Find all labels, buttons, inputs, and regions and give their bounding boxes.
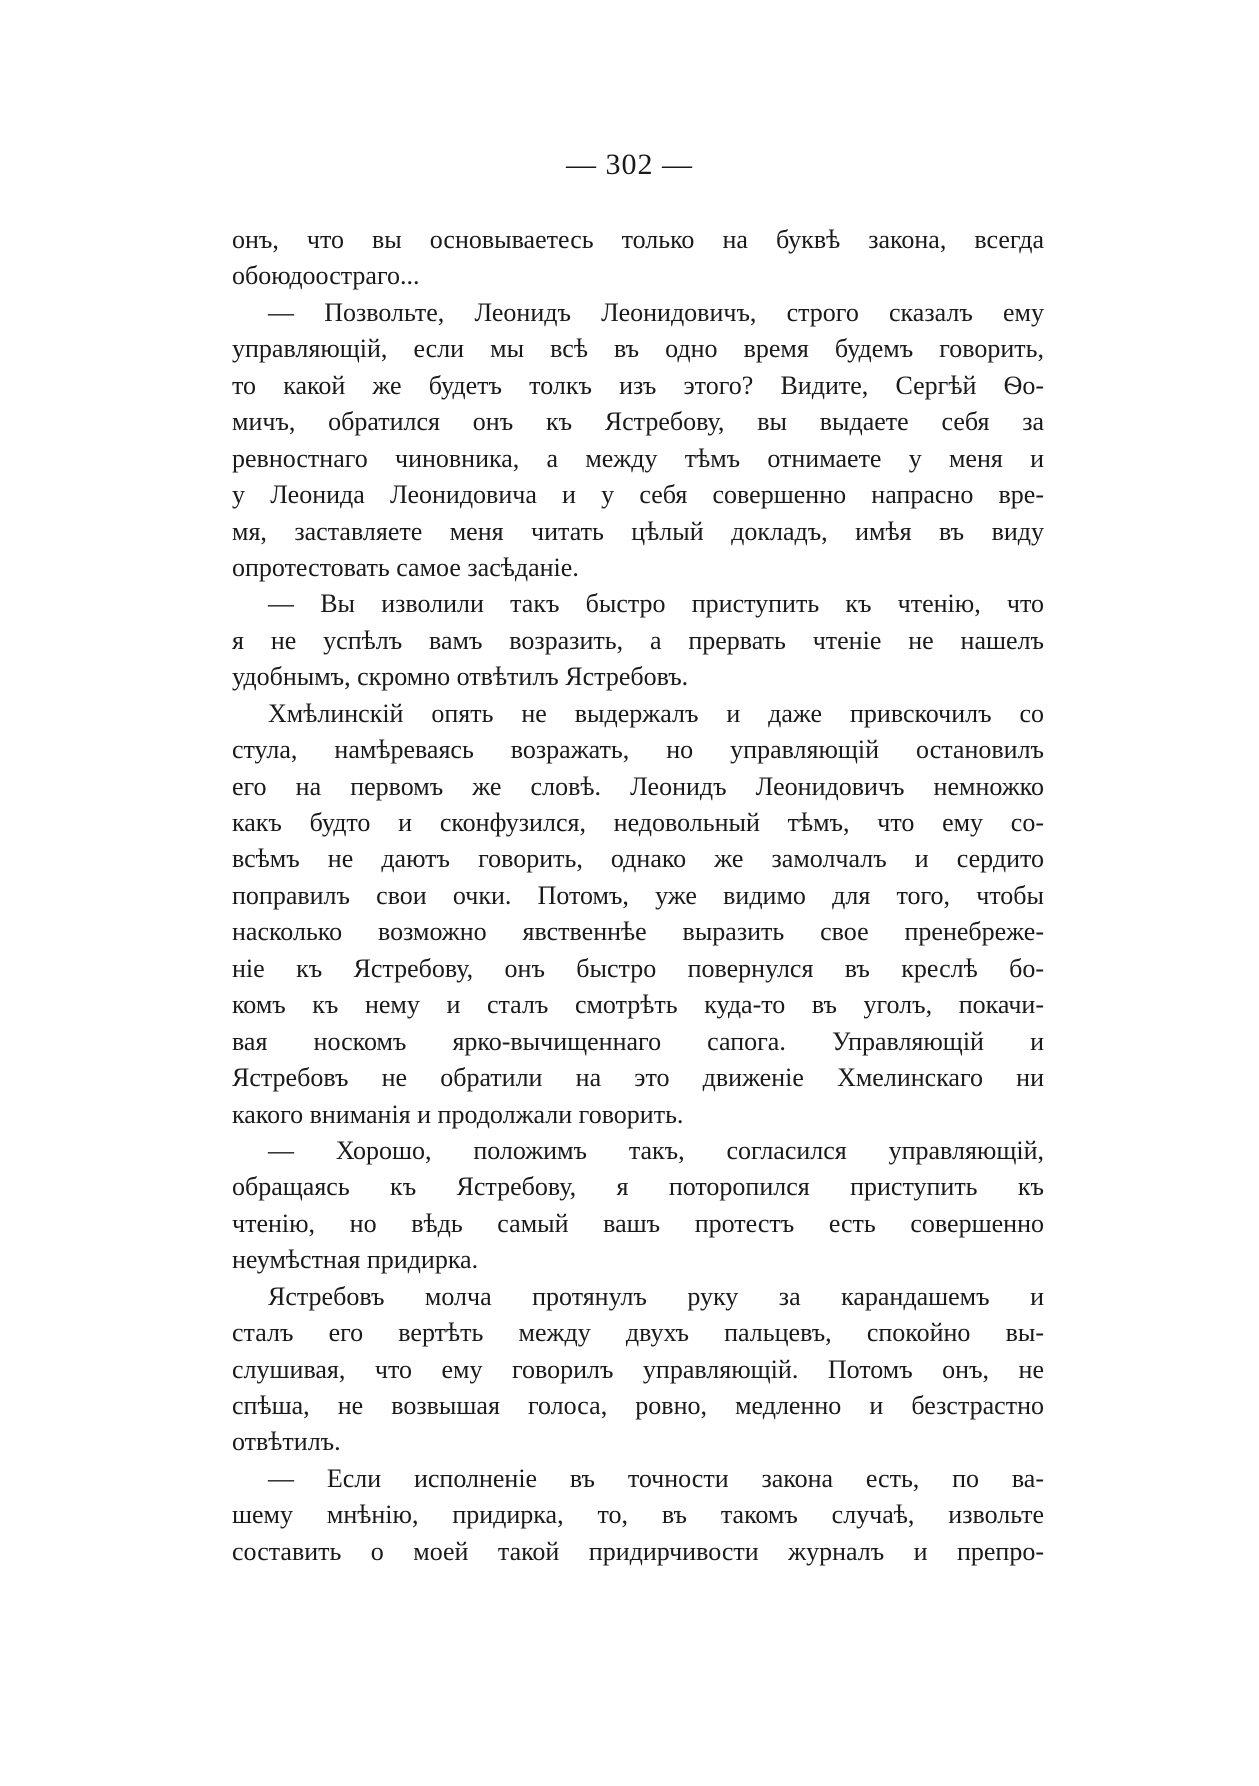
paragraph xyxy=(232,295,1044,587)
text-line: мя, заставляете меня читать цѣлый докладъ, имѣя въ виду xyxy=(232,516,1044,546)
text-line: шему мнѣнію, придирка, то, въ такомъ случаѣ, извольте xyxy=(232,1500,1044,1530)
text-line: онъ, что вы основываетесь только на буквѣ закона, всегда xyxy=(232,225,1044,254)
text-line: составить о моей такой придирчивости журналъ и препро- xyxy=(232,1536,1044,1566)
text-line: Ястребовъ молча протянулъ руку за карандашемъ и xyxy=(268,1281,1044,1311)
text-line: удобнымъ, скромно отвѣтилъ Ястребовъ. xyxy=(232,662,689,692)
text-line: его на первомъ же словѣ. Леонидъ Леонидовичъ немножко xyxy=(232,771,1044,801)
text-line: неумѣстная придирка. xyxy=(232,1245,479,1275)
text-line: мичъ, обратился онъ къ Ястребову, вы выдаете себя за xyxy=(232,407,1044,437)
paragraph xyxy=(232,1461,1044,1570)
page-number: — 302 — xyxy=(566,148,693,181)
text-line: какъ будто и сконфузился, недовольный тѣмъ, что ему со- xyxy=(232,808,1044,837)
text-line: всѣмъ не даютъ говорить, однако же замолчалъ и сердито xyxy=(232,844,1044,874)
paragraph xyxy=(232,696,1044,1133)
text-line: какого вниманія и продолжали говорить. xyxy=(232,1099,684,1129)
text-line: спѣша, не возвышая голоса, ровно, медленно и безстрастно xyxy=(232,1391,1044,1420)
text-line: сталъ его вертѣть между двухъ пальцевъ, спокойно вы- xyxy=(232,1318,1044,1348)
text-line: комъ къ нему и сталъ смотрѣть куда-то въ уголъ, покачи- xyxy=(232,990,1044,1020)
text-line: стула, намѣреваясь возражать, но управляющій остановилъ xyxy=(232,735,1044,765)
text-line: насколько возможно явственнѣе выразить свое пренебреже- xyxy=(232,917,1044,947)
text-line: Хмѣлинскій опять не выдержалъ и даже привскочилъ со xyxy=(268,698,1044,728)
text-line: то какой же будетъ толкъ изъ этого? Видите, Сергѣй Ѳо- xyxy=(232,370,1044,400)
text-line: обоюдоостраго... xyxy=(232,261,420,291)
text-line: ніе къ Ястребову, онъ быстро повернулся въ креслѣ бо- xyxy=(232,953,1044,983)
text-line: опротестовать самое засѣданіе. xyxy=(232,552,579,582)
text-line: поправилъ свои очки. Потомъ, уже видимо для того, чтобы xyxy=(232,880,1044,910)
text-line: слушивая, что ему говорилъ управляющій. Потомъ онъ, не xyxy=(232,1354,1044,1384)
text-line: обращаясь къ Ястребову, я поторопился приступить къ xyxy=(232,1172,1044,1202)
text-line: — Вы изволили такъ быстро приступить къ чтенію, что xyxy=(268,589,1044,619)
text-line: — Хорошо, положимъ такъ, согласился управляющій, xyxy=(268,1135,1044,1165)
text-line: вая носкомъ ярко-вычищеннаго сапога. Управляющій и xyxy=(232,1026,1044,1056)
text-line: — Если исполненіе въ точности закона есть, по ва- xyxy=(268,1463,1044,1493)
text-line: у Леонида Леонидовича и у себя совершенно напрасно вре- xyxy=(232,480,1044,510)
text-line: ревностнаго чиновника, а между тѣмъ отнимаете у меня и xyxy=(232,443,1044,473)
text-line: Ястребовъ не обратили на это движеніе Хмелинскаго ни xyxy=(232,1063,1044,1093)
text-line: чтенію, но вѣдь самый вашъ протестъ есть совершенно xyxy=(232,1208,1044,1238)
paragraph xyxy=(232,1279,1044,1461)
text-line: я не успѣлъ вамъ возразить, а прервать чтеніе не нашелъ xyxy=(232,625,1044,655)
paragraph xyxy=(232,222,1044,295)
text-line: — Позвольте, Леонидъ Леонидовичъ, строго сказалъ ему xyxy=(268,297,1044,327)
body-text xyxy=(232,222,1044,1570)
text-line: отвѣтилъ. xyxy=(232,1427,341,1457)
paragraph xyxy=(232,586,1044,695)
paragraph xyxy=(232,1133,1044,1279)
text-line: управляющій, если мы всѣ въ одно время будемъ говорить, xyxy=(232,334,1044,364)
